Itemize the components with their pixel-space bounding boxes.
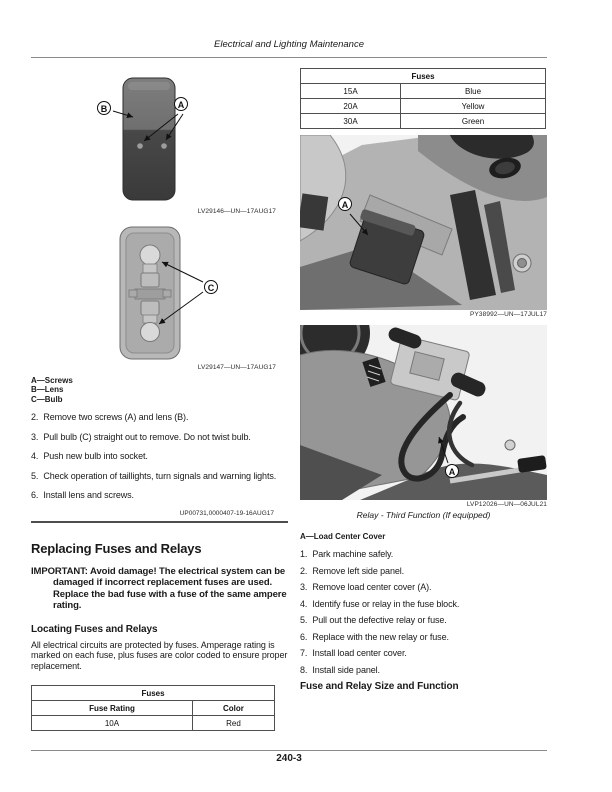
- subsection-heading: Fuse and Relay Size and Function: [300, 681, 459, 692]
- figure-code: PY38992—UN—17JUL17: [470, 311, 547, 318]
- step-item: [300, 615, 547, 626]
- bulb-icon: [141, 323, 160, 342]
- fuse-table-row: [32, 716, 275, 731]
- step-number: 2.: [31, 412, 39, 423]
- section-code: UP00731,0000407-19-16AUG17: [179, 509, 274, 517]
- step-number: 1.: [300, 549, 308, 559]
- step-text: Pull bulb (C) straight out to remove. Do not twist bulb.: [43, 431, 251, 442]
- lens-illustration: [31, 70, 288, 207]
- step-text: Install side panel.: [312, 664, 380, 675]
- step-number: 8.: [300, 664, 308, 675]
- fuse-replacement-steps: [300, 549, 547, 675]
- step-text: Pull out the defective relay or fuse.: [312, 615, 447, 625]
- step-number: 5.: [31, 470, 39, 481]
- step-number: 4.: [300, 598, 308, 609]
- figure-code: LV29146—UN—17AUG17: [197, 208, 276, 215]
- fuse-rating-cell: 20A: [301, 99, 401, 114]
- fuse-table-row: [301, 99, 546, 114]
- body-paragraph: All electrical circuits are protected by fuses. Amperage rating is marked on each fuse, plus fuses are color coded to ensure proper replacement.: [31, 639, 288, 671]
- legend-item: B—Lens: [31, 385, 64, 395]
- step-number: 6.: [300, 631, 308, 642]
- step-item: [31, 412, 288, 423]
- step-text: Identify fuse or relay in the fuse block.: [312, 598, 460, 609]
- load-center-figure: [300, 135, 547, 318]
- callout-a: A: [174, 97, 188, 111]
- step-item: [31, 471, 288, 482]
- legend-item: A—Screws: [31, 376, 73, 385]
- figure-subcaption: Relay - Third Function (If equipped): [356, 510, 491, 520]
- screw-icon: [137, 143, 143, 149]
- step-text: Park machine safely.: [312, 549, 394, 559]
- callout-b: B: [97, 101, 111, 115]
- fuse-color-cell: Red: [192, 716, 274, 731]
- fuse-color-cell: Green: [401, 114, 546, 129]
- left-column: [31, 62, 288, 731]
- footer-rule: [31, 750, 547, 751]
- step-number: 7.: [300, 648, 308, 658]
- bulb-icon: [140, 245, 160, 265]
- figure-legend: [31, 376, 288, 404]
- step-text: Remove two screws (A) and lens (B).: [43, 412, 189, 423]
- relay-figure: [300, 325, 547, 520]
- step-number: 5.: [300, 615, 308, 625]
- legend-item: C—Bulb: [31, 394, 63, 404]
- step-text: Check operation of taillights, turn signals and warning lights.: [43, 470, 277, 481]
- step-item: [300, 566, 547, 577]
- step-item: [300, 665, 547, 676]
- taillight-bulb-figure: [31, 223, 288, 371]
- step-item: [300, 632, 547, 643]
- figure-legend: A—Load Center Cover: [300, 532, 386, 541]
- fuse-table-row: [301, 114, 546, 129]
- step-item: [300, 648, 547, 659]
- step-text: Push new bulb into socket.: [43, 451, 148, 462]
- fuse-table-left: [31, 685, 275, 731]
- subsection-heading: Locating Fuses and Relays: [31, 623, 158, 635]
- step-text: Remove load center cover (A).: [312, 582, 432, 592]
- step-item: [31, 451, 288, 462]
- fuse-rating-cell: 30A: [301, 114, 401, 129]
- step-text: Install lens and screws.: [43, 490, 134, 501]
- load-center-illustration: [300, 135, 547, 310]
- step-text: Remove left side panel.: [312, 565, 405, 576]
- fuse-table-right: [300, 68, 546, 129]
- page-header-title: Electrical and Lighting Maintenance: [214, 39, 364, 50]
- page-number: 240-3: [276, 753, 302, 764]
- relay-illustration: [300, 325, 547, 500]
- fuse-color-cell: Yellow: [401, 99, 546, 114]
- figure-code: LV29147—UN—17AUG17: [197, 364, 276, 371]
- screw-icon: [161, 143, 167, 149]
- step-number: 6.: [31, 490, 39, 501]
- step-item: [300, 599, 547, 610]
- fuse-color-header: Color: [192, 701, 274, 716]
- callout-a: A: [445, 464, 459, 478]
- section-heading: Replacing Fuses and Relays: [31, 540, 202, 556]
- header-rule: [31, 57, 547, 58]
- step-text: Install load center cover.: [312, 648, 407, 658]
- step-item: [300, 582, 547, 593]
- fuse-rating-cell: 10A: [32, 716, 193, 731]
- right-column: [300, 62, 547, 692]
- fuse-color-cell: Blue: [401, 84, 546, 99]
- step-number: 4.: [31, 451, 39, 462]
- figure-code: LVP12026—UN—06JUL21: [466, 501, 547, 508]
- step-number: 3.: [31, 431, 39, 442]
- step-item: [300, 549, 547, 560]
- taillight-steps: [31, 412, 288, 501]
- bulb-illustration: [31, 223, 288, 363]
- callout-a: A: [338, 197, 352, 211]
- section-divider: [31, 521, 288, 523]
- step-number: 3.: [300, 582, 308, 592]
- fuse-table-title: Fuses: [32, 686, 275, 701]
- fuse-table-title: Fuses: [301, 69, 546, 84]
- fuse-table-row: [301, 84, 546, 99]
- fuse-rating-cell: 15A: [301, 84, 401, 99]
- step-number: 2.: [300, 565, 308, 576]
- important-note: IMPORTANT: Avoid damage! The electrical system can be damaged if incorrect replacement fuses are used. Replace the bad fuse with a fuse of the same ampere rating.: [31, 565, 287, 612]
- fuse-rating-header: Fuse Rating: [32, 701, 193, 716]
- step-item: [31, 432, 288, 443]
- taillight-lens-figure: [31, 70, 288, 215]
- step-text: Replace with the new relay or fuse.: [312, 631, 449, 642]
- callout-c: C: [204, 280, 218, 294]
- step-item: [31, 490, 288, 501]
